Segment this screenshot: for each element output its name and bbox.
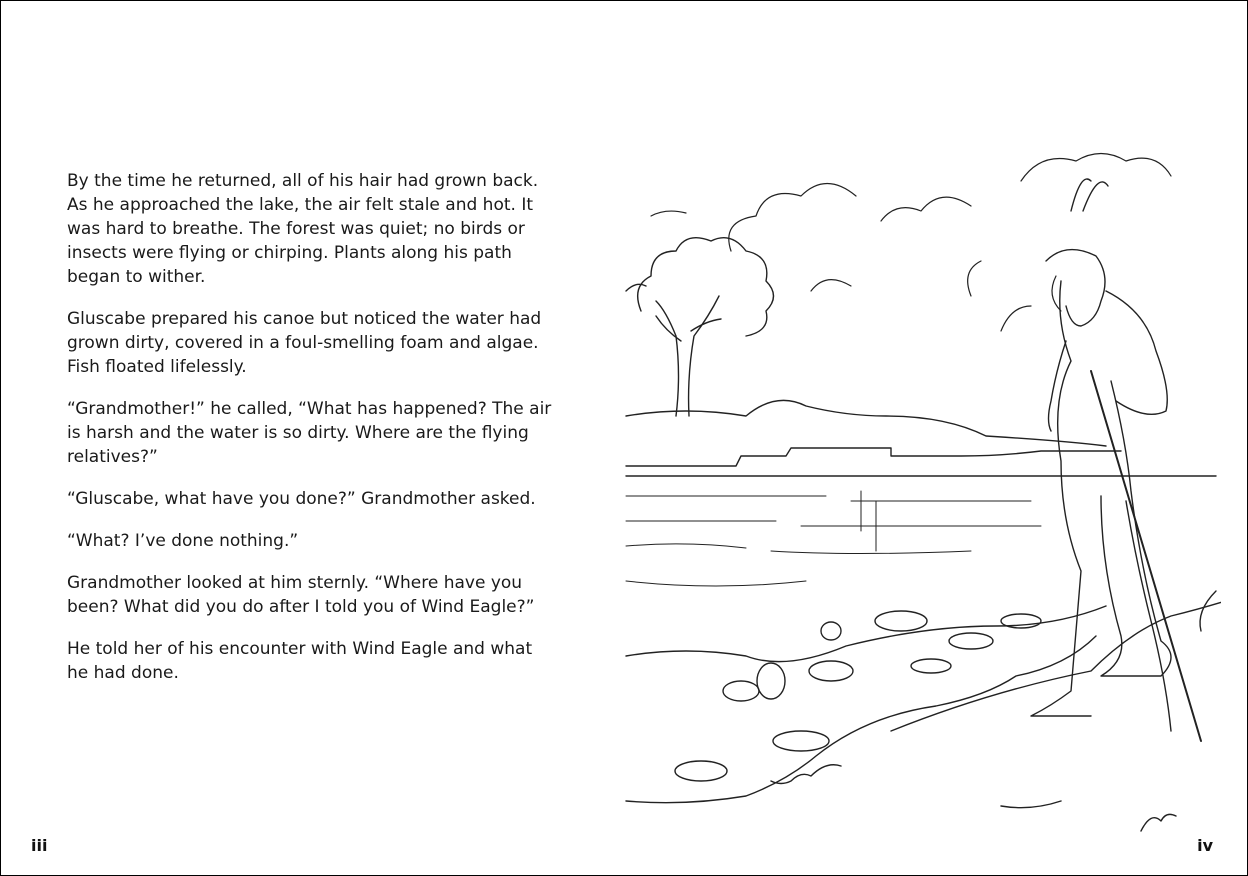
page-number-right: iv: [1197, 836, 1213, 855]
paragraph-7: He told her of his encounter with Wind Eagle and what he had done.: [67, 639, 533, 683]
lake-water: [626, 491, 1041, 586]
paragraph-6: Grandmother looked at him sternly. “Where have you been? What did you do after I told you of Wind Eagle?”: [67, 573, 535, 617]
coloring-illustration: [621, 141, 1221, 841]
polluted-shoreline: [626, 606, 1106, 803]
foreground-ground: [891, 591, 1221, 831]
page-number-left: iii: [31, 836, 48, 855]
gluscabe-figure: [1031, 179, 1201, 741]
tree: [626, 238, 774, 416]
paragraph-2: Gluscabe prepared his canoe but noticed the water had grown dirty, covered in a foul-smelling foam and algae. Fish floated lifelessly.: [67, 309, 542, 377]
clouds: [651, 154, 1171, 332]
paragraph-5: “What? I’ve done nothing.”: [67, 531, 299, 551]
paragraph-3: “Grandmother!” he called, “What has happened? The air is harsh and the water is so dirty. Where are the flying relatives?”: [67, 399, 552, 467]
story-text: [67, 169, 557, 703]
paragraph-1: By the time he returned, all of his hair had grown back. As he approached the lake, the air felt stale and hot. It was hard to breathe. The forest was quiet; no birds or insects were flying or chirping. Plants along his path began to wither.: [67, 171, 539, 287]
paragraph-4: “Gluscabe, what have you done?” Grandmother asked.: [67, 489, 536, 509]
